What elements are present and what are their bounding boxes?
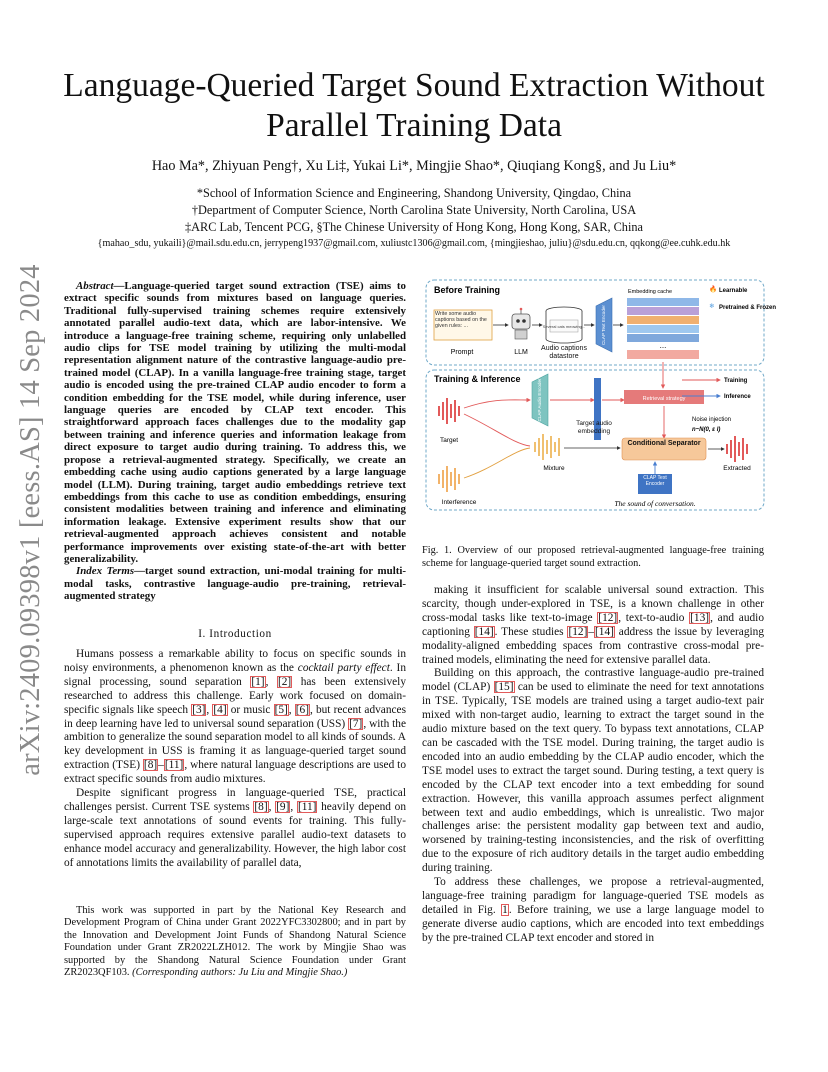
paragraph: making it insufficient for scalable universal sound extraction. This scarcity, though under-explored in TSE, is a known challenge in other cross-modal tasks like text-to-image [12], text-to-audio [13], and audio captioning [14]. These studies [12]–[14] address the issue by leveraging modality-aligned embedding spaces from contrastive cross-modal pre-trained models, eliminating the need for extensive parallel data. bbox=[422, 584, 764, 666]
figure-caption: Fig. 1. Overview of our proposed retrieval-augmented language-free training scheme for language-queried target sound extraction. bbox=[422, 545, 764, 569]
paragraph: Despite significant progress in language-queried TSE, practical challenges persist. Current TSE systems [8], [9], [11] heavily depend on large-scale text annotations of sound events for training. This fully-supervised approach requires extensive parallel audio-text datasets to enhance model accuracy and generalizability. However, the high labor cost of annotations limits the availability of parallel data, bbox=[64, 787, 407, 869]
intro-right-column bbox=[422, 584, 764, 946]
citation-link[interactable]: [6] bbox=[295, 703, 309, 716]
legend-learnable: Learnable bbox=[719, 288, 748, 294]
author-list: Hao Ma*, Zhiyuan Peng†, Xu Li‡, Yukai Li*, Mingjie Shao*, Qiuqiang Kong§, and Ju Liu* bbox=[151, 158, 677, 174]
legend-inference: Inference bbox=[724, 394, 751, 400]
flame-icon: 🔥 bbox=[709, 286, 718, 293]
citation-link[interactable]: [14] bbox=[595, 625, 614, 638]
cache-ellipsis: ... bbox=[659, 341, 667, 350]
citation-link[interactable]: [12] bbox=[598, 611, 618, 624]
training-inference-title: Training & Inference bbox=[434, 374, 521, 384]
citation-link[interactable]: [8] bbox=[254, 800, 268, 813]
prompt-box-text: Write some audio captions based on the given rules: ... bbox=[435, 311, 487, 329]
index-terms-label: Index Terms bbox=[76, 565, 135, 578]
citation-link[interactable]: [14] bbox=[474, 625, 494, 638]
target-label: Target bbox=[439, 437, 459, 444]
citation-link[interactable]: [7] bbox=[349, 717, 363, 730]
llm-label: LLM bbox=[514, 349, 528, 356]
paragraph: Building on this approach, the contrastive language-audio pre-trained model (CLAP) [15] can be used to eliminate the need for text annotations in TSE. Typically, TSE models are trained using a target audio-text pair mixed with non-target audio, learning to extract the target sound in the audio mixture based on the text query. To bypass text annotations, CLAP can be cascaded with the TSE model. During training, the target audio is encoded into an audio embedding by the CLAP audio encoder, which the TSE model uses to extract the target sound. During testing, a text query is encoded by the CLAP text encoder into a text embedding for sound extraction. However, this vanilla approach assumes perfect alignment between text and audio embeddings, which is unrealistic. Two major challenges arise: the persistent modality gap between text and audio, worsened by training-testing inconsistencies, and the risk of overfitting due to the exposure of rich auditory details in the target audio embedding during training. bbox=[422, 667, 764, 875]
embedding-cache-label: Embedding cache bbox=[628, 289, 673, 295]
abstract-label: Abstract bbox=[76, 280, 114, 292]
emphasis: cocktail party effect bbox=[297, 661, 390, 674]
interference-label: Interference bbox=[441, 499, 477, 506]
citation-link[interactable]: [15] bbox=[494, 681, 514, 694]
query-text: The sound of conversation. bbox=[614, 499, 696, 508]
citation-link[interactable]: [11] bbox=[164, 759, 184, 772]
citation-link[interactable]: [9] bbox=[276, 800, 290, 813]
citation-link[interactable]: [3] bbox=[192, 703, 206, 716]
prompt-label: Prompt bbox=[450, 349, 474, 356]
citation-link[interactable]: [12] bbox=[568, 625, 588, 638]
figure-1 bbox=[424, 278, 777, 518]
intro-left-column bbox=[64, 648, 406, 871]
target-audio-embedding-label: Target audio embedding bbox=[576, 420, 612, 435]
affiliation-3: ‡ARC Lab, Tencent PCG, §The Chinese University of Hong Kong, Hong Kong, SAR, China bbox=[185, 220, 643, 234]
conditional-separator-label: Conditional Separator bbox=[627, 440, 701, 447]
abstract bbox=[64, 280, 406, 603]
noise-injection-label: Noise injection bbox=[692, 417, 732, 423]
citation-link[interactable]: [4] bbox=[213, 703, 227, 716]
section-heading: I. Introduction bbox=[198, 628, 272, 640]
clap-text-encoder-bottom-label: CLAP Text Encoder bbox=[643, 475, 667, 487]
extracted-label: Extracted bbox=[723, 465, 751, 472]
citation-link[interactable]: 1 bbox=[502, 903, 508, 916]
affiliation-2: †Department of Computer Science, North Carolina State University, North Carolina, USA bbox=[191, 203, 637, 217]
index-terms-text: —target sound extraction, uni-modal training for multi-modal tasks, contrastive language-audio pre-training, retrieval-augmented strategy bbox=[64, 565, 406, 603]
citation-link[interactable]: [11] bbox=[297, 800, 317, 813]
citation-link[interactable]: [8] bbox=[143, 759, 158, 772]
citation-link[interactable]: [13] bbox=[690, 611, 710, 624]
paragraph: This work was supported in part by the National Key Research and Development Program of China under Grant 2022YFC3302800; and in part by the Innovation and Development Joint Funds of Shandong Natural Science Foundation under Grant ZR2022LZH012. The work by Mingjie Shao was supported by the Shandong Natural Science Foundation under Grant ZR2023QF103. (Corresponding authors: Ju Liu and Mingjie Shao.) bbox=[64, 905, 406, 979]
citation-link[interactable]: [5] bbox=[274, 703, 288, 716]
datastore-label: Audio captions datastore bbox=[541, 345, 587, 360]
before-training-title: Before Training bbox=[434, 285, 501, 295]
snowflake-icon: ❄ bbox=[709, 303, 715, 310]
mixture-label: Mixture bbox=[543, 465, 565, 472]
paragraph: To address these challenges, we propose a retrieval-augmented, language-free training paradigm for language-queried TSE models as detailed in Fig. 1. Before training, we use a large language model to generate diverse audio captions, which are encoded into text embeddings by the pre-trained CLAP text encoder and stored in bbox=[422, 876, 764, 944]
emphasis: (Corresponding authors: Ju Liu and Mingjie Shao.) bbox=[132, 967, 348, 979]
legend-training: Training bbox=[724, 378, 748, 384]
abstract-text: —Language-queried target sound extraction (TSE) aims to extract specific sounds from mixtures based on language queries. Traditional fully-supervised training schemes require extensively annotated parallel audio-text data, which are labor-intensive. We introduce a language-free training scheme, requiring only unlabelled audio clips for TSE model training by utilizing the multi-modal representation alignment nature of the contrastive language-audio pre-trained model (CLAP). In a vanilla language-free training stage, target audio is encoded using the pre-trained CLAP audio encoder to form a condition embedding for the TSE model, while during inference, user language queries are encoded by CLAP text encoder. This straightforward approach faces challenges due to the modality gap between training and inference queries and information leakage from direct exposure to target audio during training. To address this, we propose a retrieval-augmented strategy. Specifically, we create an embedding cache using audio captions generated by a large language model (LLM). During training, target audio embeddings retrieve text embeddings from this cache to use as condition embeddings, ensuring consistent modalities between training and inference and eliminating information leakage. Extensive experiment results show that our retrieval-augmented approach achieves consistent and notable performance improvements over existing state-of-the-art with better generalizability. bbox=[64, 280, 406, 565]
footnote bbox=[64, 905, 406, 979]
affiliation-1: *School of Information Science and Engineering, Shandong University, Qingdao, China bbox=[196, 186, 632, 200]
noise-formula: n~N(0, ε I) bbox=[692, 427, 721, 433]
clap-audio-encoder-label: CLAP Audio Encoder bbox=[537, 378, 542, 422]
datastore-inner-text: Several cats meowing... bbox=[542, 324, 586, 329]
legend-frozen: Pretrained & Frozen bbox=[719, 305, 777, 311]
citation-link[interactable]: [1] bbox=[251, 675, 265, 688]
paper-title: Language-Queried Target Sound Extraction Without Parallel Training Data bbox=[63, 67, 765, 144]
paragraph: Humans possess a remarkable ability to focus on specific sounds in noisy environments, a phenomenon known as the cocktail party effect. In signal processing, sound separation [1], [2] has been extensively researched to address this challenge. Early work focused on domain-specific signals like speech [3], [4] or music [5], [6], but recent advances in deep learning have led to universal sound separation (USS) [7], with the ambition to generalize the sound separation model to all kinds of sounds. A key development in USS is framing it as language-queried target sound extraction (TSE) [8]–[11], where natural language descriptions are used to extract specific sounds from audio mixtures. bbox=[64, 648, 407, 786]
author-emails: {mahao_sdu, yukaili}@mail.sdu.edu.cn, jerrypeng1937@gmail.com, xuliustc1306@gmail.com, {mingjieshao, juliu}@sdu.edu.cn, qqkong@ee.cuhk.edu.hk bbox=[97, 238, 731, 249]
clap-text-encoder-top-label: CLAP Text Encoder bbox=[601, 305, 606, 345]
citation-link[interactable]: [2] bbox=[277, 675, 292, 688]
retrieval-strategy-label: Retrieval strategy bbox=[642, 396, 686, 402]
arxiv-stamp: arXiv:2409.09398v1 [eess.AS] 14 Sep 2024 bbox=[15, 264, 46, 776]
